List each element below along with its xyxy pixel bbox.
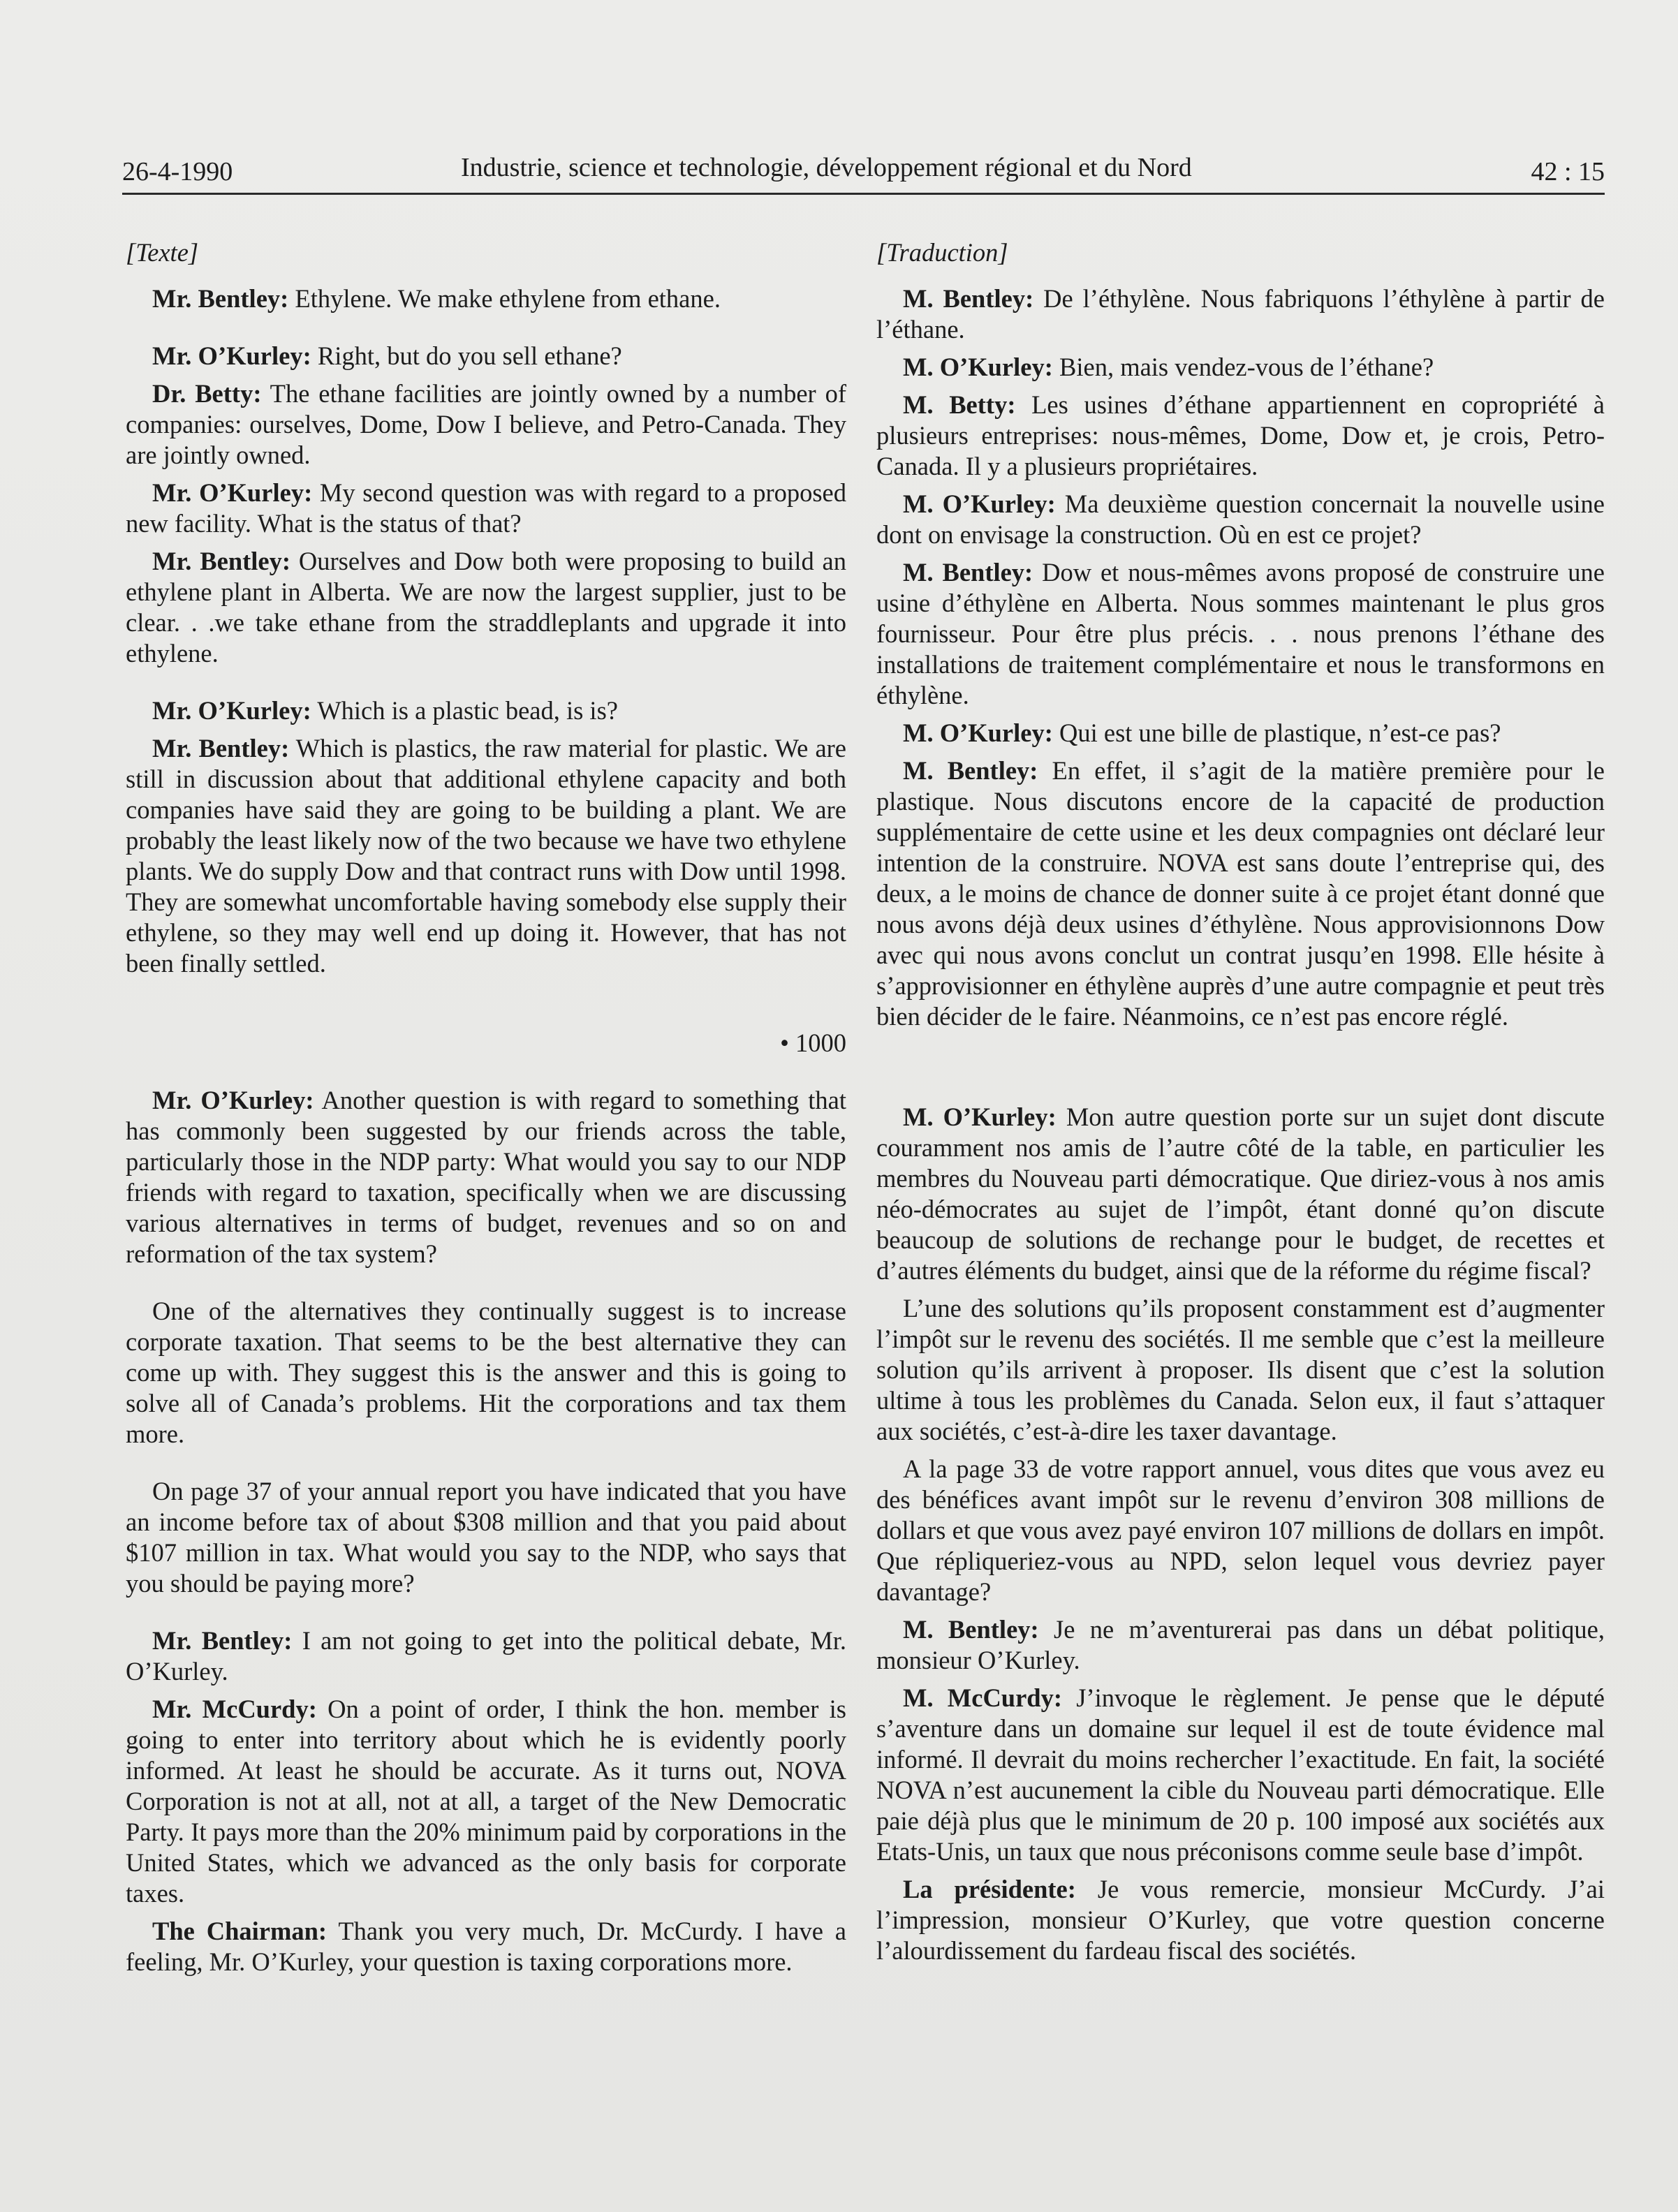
- french-column: [876, 237, 1605, 1966]
- speaker: Mr. Bentley:: [152, 1626, 293, 1655]
- section-label: [Texte]: [126, 238, 199, 267]
- speaker: M. O’Kurley:: [903, 718, 1053, 747]
- paragraph: [876, 1293, 1605, 1447]
- paragraph: [126, 546, 846, 669]
- paragraph: [126, 478, 846, 539]
- paragraph: [126, 341, 846, 371]
- paragraph: [876, 557, 1605, 711]
- speech: Bien, mais vendez-vous de l’éthane?: [1052, 353, 1434, 381]
- speaker: M. Bentley:: [903, 284, 1034, 313]
- speech: Je ne m’aventurerai pas dans un débat politique, monsieur O’Kurley.: [876, 1615, 1605, 1674]
- speaker: M. McCurdy:: [903, 1683, 1063, 1712]
- speaker: Mr. Bentley:: [152, 284, 289, 313]
- paragraph: [126, 1625, 846, 1687]
- paragraph: [876, 755, 1605, 1032]
- speech: Ethylene. We make ethylene from ethane.: [288, 284, 721, 313]
- speech: Which is a plastic bead, is is?: [311, 696, 618, 725]
- speaker: Mr. McCurdy:: [152, 1695, 317, 1723]
- paragraph: [876, 1454, 1605, 1607]
- speech: The ethane facilities are jointly owned by a number of companies: ourselves, Dome, Dow I believe, and Petro-Canada. They are jointly owned.: [126, 379, 846, 469]
- speech: De l’éthylène. Nous fabriquons l’éthylène à partir de l’éthane.: [876, 284, 1605, 344]
- header-page-number: 42 : 15: [1531, 157, 1605, 186]
- paragraph: [876, 718, 1605, 749]
- speech: A la page 33 de votre rapport annuel, vous dites que vous avez eu des bénéfices avant impôt sur le revenu d’environ 308 millions de dollars et que vous avez payé environ 107 millions de dollars en impôt. Que répliqueriez-vous au NPD, selon lequel vous devriez payer davantage?: [876, 1454, 1605, 1606]
- paragraph: [126, 1296, 846, 1450]
- paragraph: [126, 378, 846, 471]
- speaker: Mr. O’Kurley:: [152, 341, 311, 370]
- paragraph: [126, 1694, 846, 1909]
- speaker: M. O’Kurley:: [903, 489, 1056, 518]
- speaker: M. Betty:: [903, 390, 1016, 419]
- speech: One of the alternatives they continually suggest is to increase corporate taxation. That seems to be the best alternative they can come up with. They suggest this is the answer and this is going to solve all of Canada’s problems. Hit the corporations and tax them more.: [126, 1297, 846, 1448]
- speech: Right, but do you sell ethane?: [311, 341, 622, 370]
- speech: L’une des solutions qu’ils proposent constamment est d’augmenter l’impôt sur le revenu des sociétés. Il me semble que c’est la meilleure solution qu’ils arrivent à proposer. Ils disent que c’est la solution ultime à tous les problèmes du Canada. Selon eux, il faut s’attaquer aux sociétés, c’est-à-dire les taxer davantage.: [876, 1294, 1605, 1445]
- speech: On a point of order, I think the hon. member is going to enter into territory about which he is evidently poorly informed. At least he should be accurate. As it turns out, NOVA Corporation is not at all, not at all, a target of the New Democratic Party. It pays more than the 20% minimum paid by corporations in the United States, which we advanced as the only basis for corporate taxes.: [126, 1695, 847, 1908]
- paragraph: [876, 283, 1605, 345]
- paragraph: [876, 1683, 1605, 1867]
- speech: Ma deuxième question concernait la nouvelle usine dont on envisage la construction. Où en est ce projet?: [876, 489, 1605, 549]
- paragraph: [126, 733, 846, 979]
- speaker: Dr. Betty:: [152, 379, 262, 408]
- speaker: Mr. O’Kurley:: [152, 696, 311, 725]
- speaker: Mr. O’Kurley:: [152, 1086, 314, 1114]
- speech: Les usines d’éthane appartiennent en copropriété à plusieurs entreprises: nous-mêmes, Dome, Dow et, je crois, Petro-Canada. Il y a plusieurs propriétaires.: [876, 390, 1605, 480]
- paragraph: [876, 1874, 1605, 1966]
- header-date: 26-4-1990: [122, 157, 233, 186]
- speech: On page 37 of your annual report you have indicated that you have an income before tax of about $308 million and that you paid about $107 million in tax. What would you say to the NDP, who says that you should be paying more?: [126, 1477, 846, 1598]
- paragraph: [876, 352, 1605, 383]
- speech: Which is plastics, the raw material for plastic. We are still in discussion about that additional ethylene capacity and both companies have said they are going to be building a plant. We are probably the least likely now of the two because we have two ethylene plants. We do supply Dow and that contract runs with Dow until 1998. They are somewhat uncomfortable having somebody else supply their ethylene, so they may well end up doing it. However, that has not been finally settled.: [126, 734, 847, 978]
- speaker: The Chairman:: [152, 1917, 327, 1945]
- speech: Another question is with regard to something that has commonly been suggested by our friends across the table, particularly those in the NDP party: What would you say to our NDP friends with regard to taxation, specifically when we are discussing various alternatives in terms of budget, revenues and so on and reformation of the tax system?: [126, 1086, 847, 1268]
- speaker: M. Bentley:: [903, 558, 1033, 587]
- speaker: Mr. Bentley:: [152, 547, 291, 575]
- speaker: M. O’Kurley:: [903, 353, 1053, 381]
- paragraph: [126, 1085, 846, 1269]
- english-column: [126, 237, 846, 1977]
- speech: En effet, il s’agit de la matière première pour le plastique. Nous discutons encore de la capacité de production supplémentaire de cette usine et les deux compagnies ont déclaré leur intention de la construire. NOVA est sans doute l’entreprise qui, des deux, a le moins de chance de donner suite à ce projet étant donné que nous avons déjà deux usines d’éthylène. Nous approvisionnons Dow avec qui nous avons conclut un contrat jusqu’en 1998. Elle hésite à s’approvisionner en éthylène auprès d’une autre compagnie et peut très bien décider de le faire. Néanmoins, ce n’est pas encore réglé.: [876, 756, 1605, 1031]
- paragraph: [126, 1476, 846, 1599]
- paragraph: [126, 695, 846, 726]
- speech: Thank you very much, Dr. McCurdy. I have a feeling, Mr. O’Kurley, your question is taxing corporations more.: [126, 1917, 846, 1976]
- paragraph: [876, 390, 1605, 482]
- paragraph: [876, 489, 1605, 550]
- paragraph: [126, 283, 846, 314]
- time-marker: • 1000: [780, 1028, 846, 1057]
- speech: My second question was with regard to a proposed new facility. What is the status of that?: [126, 478, 846, 538]
- speech: Mon autre question porte sur un sujet dont discute couramment nos amis de l’autre côté de la table, en particulier les membres du Nouveau parti démocratique. Que diriez-vous à nos amis néo-démocrates au sujet de l’impôt, étant donné qu’on discute beaucoup de solutions de rechange pour le budget, de recettes et d’autres éléments du budget, ainsi que de la réforme du régime fiscal?: [876, 1103, 1605, 1285]
- speech: Je vous remercie, monsieur McCurdy. J’ai l’impression, monsieur O’Kurley, que votre question concerne l’alourdissement du fardeau fiscal des sociétés.: [876, 1875, 1605, 1965]
- speaker: La présidente:: [903, 1875, 1076, 1903]
- speech: Dow et nous-mêmes avons proposé de construire une usine d’éthylène en Alberta. Nous sommes maintenant le plus gros fournisseur. Pour être plus précis. . . nous prenons l’éthane des installations de traitement complémentaire et nous le transformons en éthylène.: [876, 558, 1605, 709]
- header-title: Industrie, science et technologie, développement régional et du Nord: [461, 153, 1192, 182]
- speaker: M. Bentley:: [903, 1615, 1039, 1644]
- section-label: [Traduction]: [876, 238, 1008, 267]
- speech: J’invoque le règlement. Je pense que le député s’aventure dans un domaine sur lequel il est de toute évidence mal informé. Il devrait du moins rechercher l’exactitude. En fait, la société NOVA n’est aucunement la cible du Nouveau parti démocratique. Elle paie déjà plus que le minimum de 20 p. 100 imposé aux sociétés aux Etats-Unis, un taux que nous préconisons comme seule base d’impôt.: [876, 1683, 1605, 1866]
- speaker: M. O’Kurley:: [903, 1103, 1057, 1131]
- paragraph: [126, 1916, 846, 1977]
- speaker: M. Bentley:: [903, 756, 1038, 785]
- paragraph: [876, 1614, 1605, 1676]
- page-header: [122, 149, 1605, 195]
- speaker: Mr. Bentley:: [152, 734, 290, 762]
- speaker: Mr. O’Kurley:: [152, 478, 313, 507]
- speech: Qui est une bille de plastique, n’est-ce pas?: [1052, 718, 1501, 747]
- paragraph: [876, 1102, 1605, 1286]
- speech: I am not going to get into the political debate, Mr. O’Kurley.: [126, 1626, 847, 1686]
- speech: Ourselves and Dow both were proposing to build an ethylene plant in Alberta. We are now the largest supplier, just to be clear. . .we take ethane from the straddleplants and upgrade it into ethylene.: [126, 547, 847, 668]
